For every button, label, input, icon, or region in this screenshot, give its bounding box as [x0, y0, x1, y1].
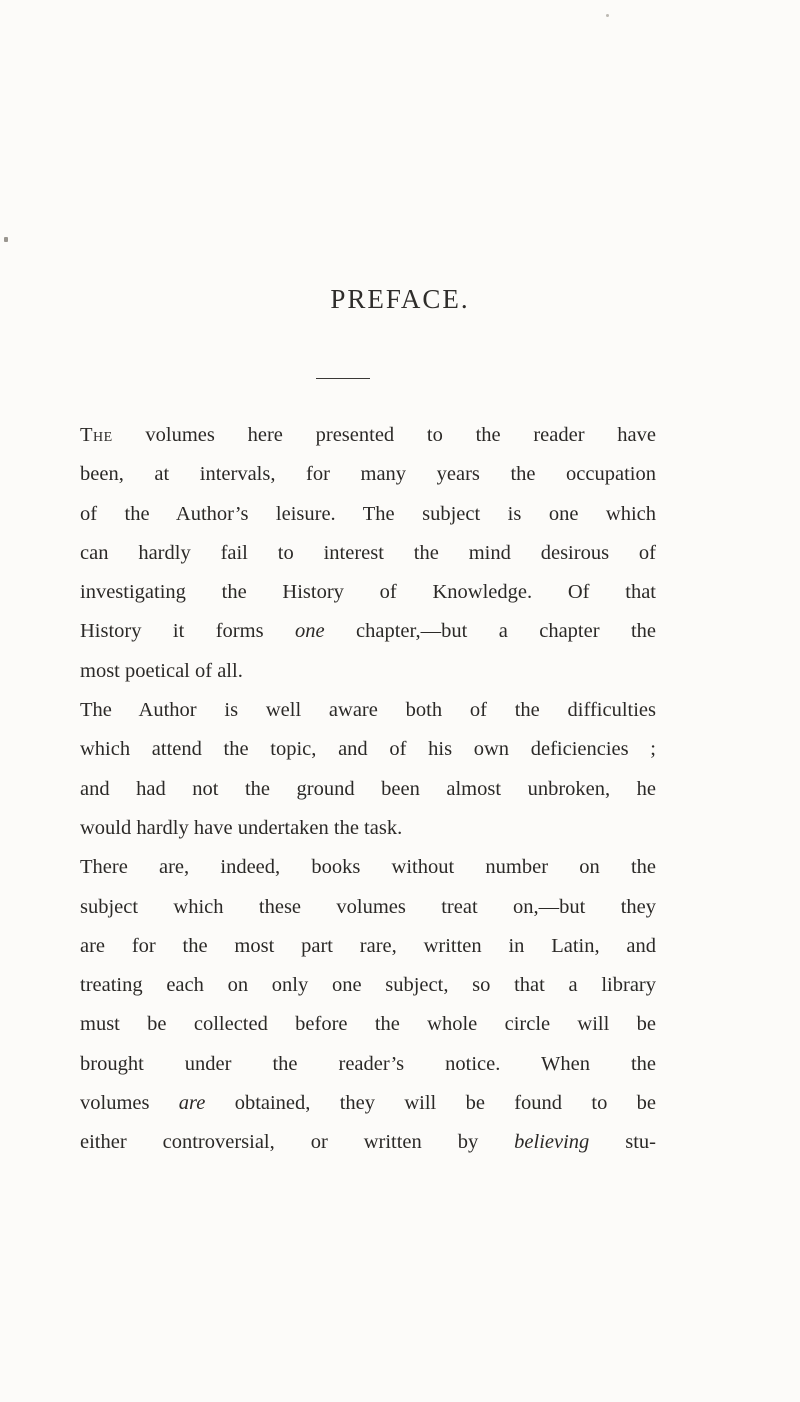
- text-line: [80, 1123, 656, 1162]
- text-run: subject which these volumes treat on,—but they: [80, 895, 656, 918]
- text-run: History it forms: [80, 620, 295, 643]
- text-run: volumes: [80, 1092, 179, 1115]
- text-run: There are, indeed, books without number on the: [80, 856, 656, 879]
- small-caps-word: The: [80, 424, 113, 446]
- text-line: [80, 691, 656, 730]
- text-line: [80, 534, 656, 573]
- text-line: [80, 848, 656, 887]
- text-line: [80, 888, 656, 927]
- text-line: [80, 1005, 656, 1044]
- text-run: are for the most part rare, written in Latin, and: [80, 934, 656, 957]
- text-line: [80, 730, 656, 769]
- text-run: which attend the topic, and of his own deficiencies ;: [80, 738, 656, 761]
- text-line: [80, 612, 656, 651]
- text-line: [80, 652, 656, 691]
- text-run: most poetical of all.: [80, 659, 243, 682]
- text-line: [80, 1045, 656, 1084]
- text-run: obtained, they will be found to be: [205, 1092, 657, 1115]
- italic-word: one: [294, 620, 325, 643]
- text-line: [80, 770, 656, 809]
- text-run: chapter,—but a chapter the: [324, 620, 657, 643]
- text-line: [80, 927, 656, 966]
- text-line: [80, 495, 656, 534]
- text-line: [80, 573, 656, 612]
- text-line: [80, 966, 656, 1005]
- preface-body: [80, 416, 656, 1163]
- text-run: brought under the reader’s notice. When the: [80, 1052, 656, 1075]
- text-run: would hardly have undertaken the task.: [80, 816, 403, 839]
- text-line: [80, 1084, 656, 1123]
- text-run: and had not the ground been almost unbroken, he: [80, 777, 656, 800]
- text-line: [80, 416, 656, 455]
- text-run: been, at intervals, for many years the occupation: [80, 463, 656, 486]
- text-run: can hardly fail to interest the mind desirous of: [80, 541, 656, 564]
- text-run: of the Author’s leisure. The subject is one which: [80, 502, 656, 525]
- text-run: must be collected before the whole circle will be: [80, 1013, 656, 1036]
- italic-word: believing: [514, 1131, 590, 1154]
- title-rule: [316, 378, 370, 379]
- page-title: PREFACE.: [330, 284, 470, 314]
- margin-mark: [4, 237, 8, 242]
- italic-word: are: [178, 1092, 206, 1115]
- text-run: either controversial, or written by: [80, 1131, 515, 1154]
- text-line: [80, 455, 656, 494]
- text-run: stu-: [589, 1131, 657, 1154]
- paper-speck: [606, 14, 609, 17]
- text-run: investigating the History of Knowledge. Of that: [80, 581, 656, 604]
- text-run: volumes here presented to the reader have: [112, 424, 656, 446]
- text-run: treating each on only one subject, so that a library: [80, 974, 656, 997]
- text-line: [80, 809, 656, 848]
- text-run: The Author is well aware both of the difficulties: [80, 699, 656, 722]
